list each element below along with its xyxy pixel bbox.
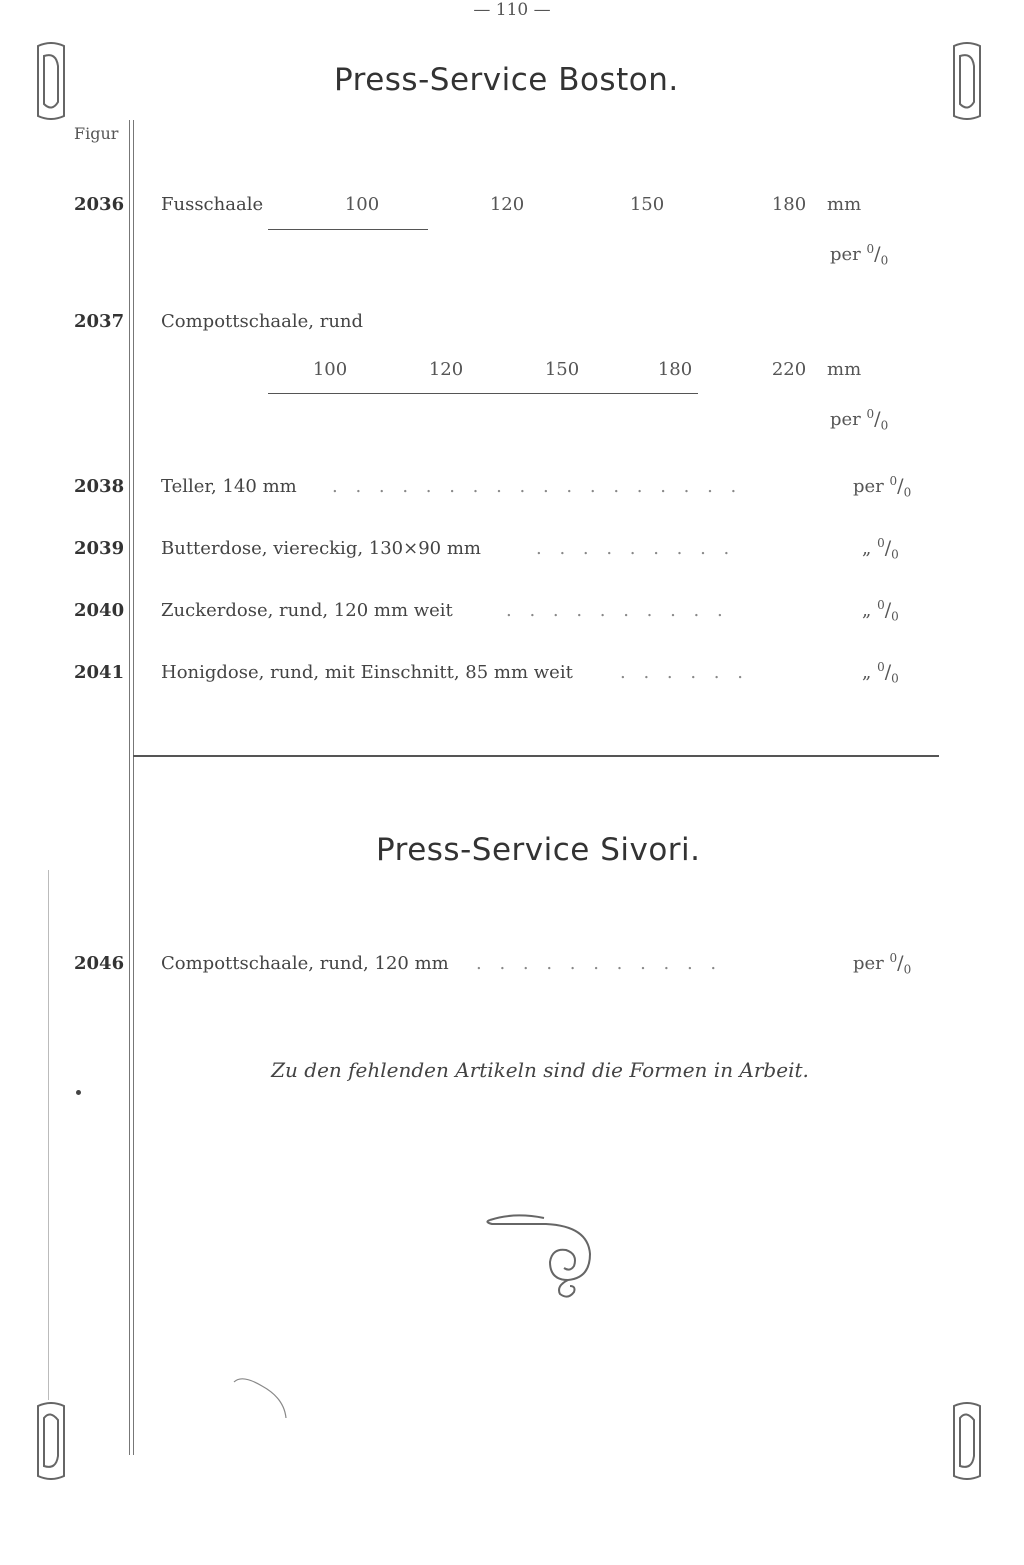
item-description: Butterdose, viereckig, 130×90 mm (161, 538, 481, 559)
figure-number: 2036 (74, 194, 125, 215)
corner-ornament-icon (950, 1402, 984, 1480)
section-title-sivori: Press-Service Sivori. (376, 832, 701, 868)
size-value: 100 (344, 194, 380, 215)
size-value: 120 (428, 359, 464, 380)
column-divider (133, 120, 134, 1455)
size-value: 220 (771, 359, 807, 380)
price-unit: per $^0/_0$ (830, 407, 889, 433)
price-unit: per $^0/_0$ (853, 951, 912, 977)
footnote: Zu den fehlenden Artikeln sind die Formen in Arbeit. (271, 1058, 809, 1082)
price-unit: per $^0/_0$ (830, 242, 889, 268)
price-underline (268, 393, 698, 394)
item-description: Compottschaale, rund, 120 mm (161, 953, 449, 974)
price-unit: „ $^0/_0$ (862, 536, 899, 562)
figure-number: 2039 (74, 538, 125, 559)
corner-ornament-icon (950, 42, 984, 120)
item-description: Fusschaale (161, 194, 264, 215)
item-description: Honigdose, rund, mit Einschnitt, 85 mm weit (161, 662, 573, 683)
dot-leader: . . . . . . (620, 662, 749, 683)
stray-dot (76, 1090, 81, 1095)
figure-number: 2041 (74, 662, 125, 683)
size-value: 150 (544, 359, 580, 380)
unit-label: mm (827, 359, 862, 380)
corner-ornament-icon (34, 42, 68, 120)
price-unit: per $^0/_0$ (853, 474, 912, 500)
spiral-tailpiece-icon (484, 1210, 599, 1302)
section-title-boston: Press-Service Boston. (334, 62, 679, 98)
price-unit: „ $^0/_0$ (862, 660, 899, 686)
size-value: 180 (657, 359, 693, 380)
corner-ornament-icon (34, 1402, 68, 1480)
figure-number: 2046 (74, 953, 125, 974)
figure-number: 2037 (74, 311, 125, 332)
margin-line (48, 870, 49, 1400)
page-number: — 110 — (473, 0, 551, 20)
size-value: 100 (312, 359, 348, 380)
column-header-figur: Figur (74, 124, 119, 143)
section-divider (133, 755, 939, 757)
dot-leader: . . . . . . . . . . . (476, 953, 723, 974)
stray-mark (232, 1372, 292, 1422)
size-value: 150 (629, 194, 665, 215)
item-description: Zuckerdose, rund, 120 mm weit (161, 600, 453, 621)
dot-leader: . . . . . . . . . . . . . . . . . . (332, 476, 743, 497)
price-unit: „ $^0/_0$ (862, 598, 899, 624)
item-description: Compottschaale, rund (161, 311, 364, 332)
dot-leader: . . . . . . . . . . (506, 600, 729, 621)
unit-label: mm (827, 194, 862, 215)
size-value: 120 (489, 194, 525, 215)
column-divider (129, 120, 130, 1455)
figure-number: 2040 (74, 600, 125, 621)
figure-number: 2038 (74, 476, 125, 497)
size-value: 180 (771, 194, 807, 215)
price-underline (268, 229, 428, 230)
dot-leader: . . . . . . . . . (536, 538, 736, 559)
item-description: Teller, 140 mm (161, 476, 297, 497)
